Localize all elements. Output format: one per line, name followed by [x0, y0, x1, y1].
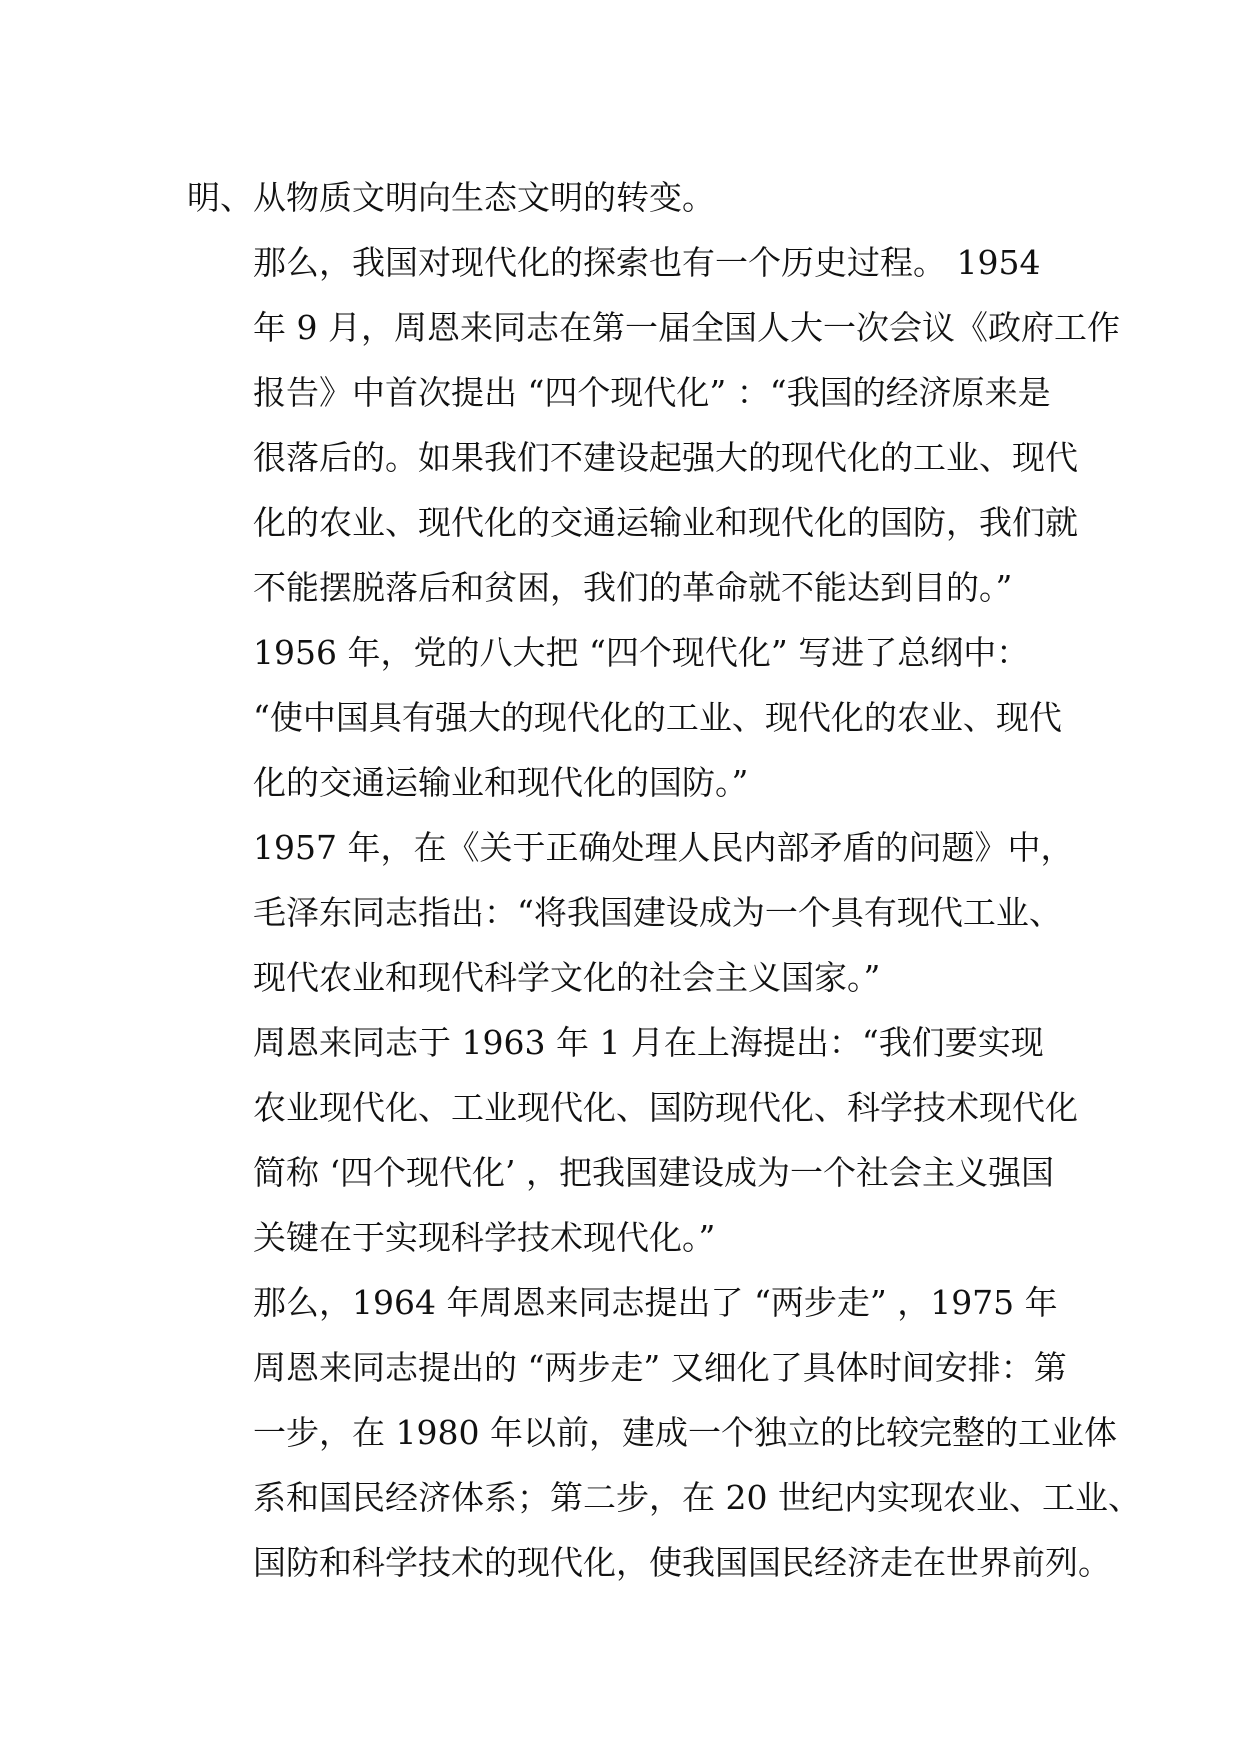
text-line: 1957 年，在《关于正确处理人民内部矛盾的问题》中， — [253, 828, 1074, 867]
text-line: 报告》中首次提出 “四个现代化” ：“我国的经济原来是 — [253, 373, 1051, 412]
paragraph — [187, 620, 1067, 815]
paragraph — [187, 165, 1067, 230]
text-line: 周恩来同志提出的 “两步走” 又细化了具体时间安排：第 — [253, 1348, 1067, 1387]
text-line: 化的交通运输业和现代化的国防。” — [253, 763, 749, 802]
paragraph — [187, 1270, 1141, 1595]
text-line: 周恩来同志于 1963 年 1 月在上海提出：“我们要实现 — [253, 1023, 1044, 1062]
text-line: 简称 ‘四个现代化’ ，把我国建设成为一个社会主义强国 — [253, 1153, 1054, 1192]
paragraph — [187, 815, 1074, 1010]
text-line: 那么，1964 年周恩来同志提出了 “两步走” ，1975 年 — [253, 1283, 1058, 1322]
text-line: 系和国民经济体系；第二步，在 20 世纪内实现农业、工业、 — [253, 1478, 1141, 1517]
paragraph — [187, 1010, 1078, 1270]
text-line: 很落后的。如果我们不建设起强大的现代化的工业、现代 — [253, 438, 1078, 477]
text-line: 关键在于实现科学技术现代化。” — [253, 1218, 716, 1257]
text-line: 毛泽东同志指出：“将我国建设成为一个具有现代工业、 — [253, 893, 1062, 932]
text-line: 农业现代化、工业现代化、国防现代化、科学技术现代化 — [253, 1088, 1078, 1127]
text-line: 化的农业、现代化的交通运输业和现代化的国防，我们就 — [253, 503, 1078, 542]
text-line: 明、从物质文明向生态文明的转变。 — [187, 178, 715, 217]
text-line: 年 9 月，周恩来同志在第一届全国人大一次会议《政府工作 — [253, 308, 1120, 347]
text-line: 一步，在 1980 年以前，建成一个独立的比较完整的工业体 — [253, 1413, 1117, 1452]
text-line: 现代农业和现代科学文化的社会主义国家。” — [253, 958, 881, 997]
paragraph — [187, 230, 1120, 620]
text-line: “使中国具有强大的现代化的工业、现代化的农业、现代 — [253, 698, 1062, 737]
document-body — [187, 165, 1141, 1595]
text-line: 国防和科学技术的现代化，使我国国民经济走在世界前列。 — [253, 1543, 1111, 1582]
text-line: 那么，我国对现代化的探索也有一个历史过程。 1954 — [253, 243, 1041, 282]
text-line: 不能摆脱落后和贫困，我们的革命就不能达到目的。” — [253, 568, 1013, 607]
text-line: 1956 年，党的八大把 “四个现代化” 写进了总纲中： — [253, 633, 1030, 672]
